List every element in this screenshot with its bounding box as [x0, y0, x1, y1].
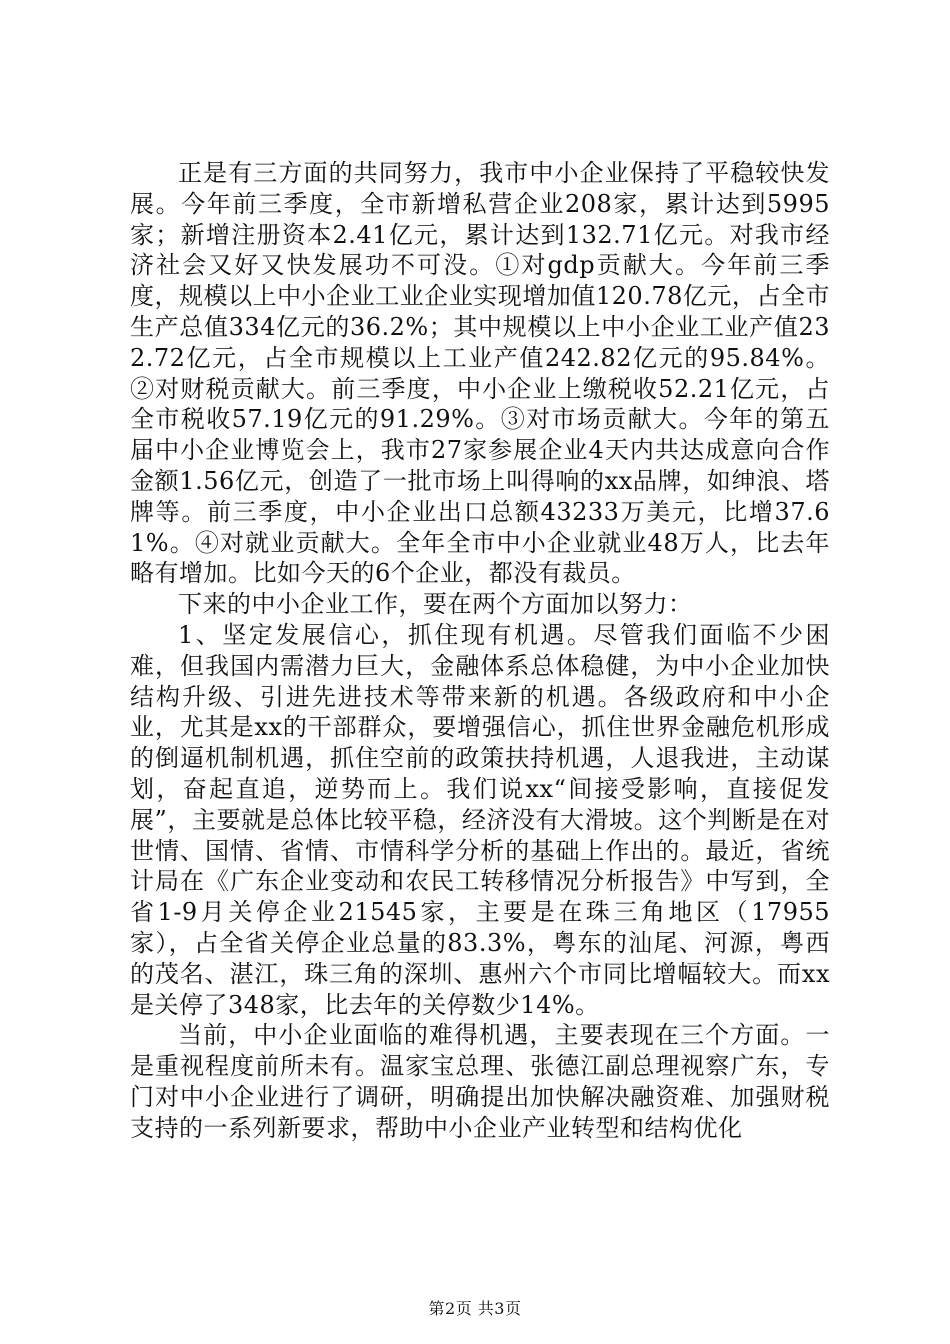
paragraph-next-work-intro: 下来的中小企业工作，要在两个方面加以努力： [178, 590, 693, 619]
paragraph-confidence-opportunities: 1、坚定发展信心，抓住现有机遇。尽管我们面临不少困难，但我国内需潜力巨大，金融体系总体稳健，为中小企业加快结构升级、引进先进技术等带来新的机遇。各级政府和中小企业，尤其是xx的干部群众，要增强信心，抓住世界金融危机形成的倒逼机制机遇，抓住空前的政策扶持机遇，人退我进，主动谋划，奋起直追，逆势而上。我们说xx“间接受影响，直接促发展”，主要就是总体比较平稳，经济没有大滑坡。这个判断是在对世情、国情、省情、市情科学分析的基础上作出的。最近，省统计局在《广东企业变动和农民工转移情况分析报告》中写到，全省1-9月关停企业21545家，主要是在珠三角地区（17955家），占全省关停企业总量的83.3%，粤东的汕尾、河源，粤西的茂名、湛江，珠三角的深圳、惠州六个市同比增幅较大。而xx是关停了348家，比去年的关停数少14%。 [130, 620, 830, 1019]
page-footer: 第2页 共3页 [428, 1299, 522, 1318]
paragraph-current-opportunities: 当前，中小企业面临的难得机遇，主要表现在三个方面。一是重视程度前所未有。温家宝总理、张德江副总理视察广东，专门对中小企业进行了调研，明确提出加快解决融资难、加强财税支持的一系列新要求，帮助中小企业产业转型和结构优化 [130, 1021, 830, 1142]
document-body [130, 158, 830, 1144]
paragraph-achievements: 正是有三方面的共同努力，我市中小企业保持了平稳较快发展。今年前三季度，全市新增私营企业208家，累计达到5995家；新增注册资本2.41亿元，累计达到132.71亿元。对我市经济社会又好又快发展功不可没。①对gdp贡献大。今年前三季度，规模以上中小企业工业企业实现增加值120.78亿元，占全市生产总值334亿元的36.2%；其中规模以上中小企业工业产值232.72亿元，占全市规模以上工业产值242.82亿元的95.84%。②对财税贡献大。前三季度，中小企业上缴税收52.21亿元，占全市税收57.19亿元的91.29%。③对市场贡献大。今年的第五届中小企业博览会上，我市27家参展企业4天内共达成意向合作金额1.56亿元，创造了一批市场上叫得响的xx品牌，如绅浪、塔牌等。前三季度，中小企业出口总额43233万美元，比增37.61%。④对就业贡献大。全年全市中小企业就业48万人，比去年略有增加。比如今天的6个企业，都没有裁员。 [130, 159, 830, 588]
